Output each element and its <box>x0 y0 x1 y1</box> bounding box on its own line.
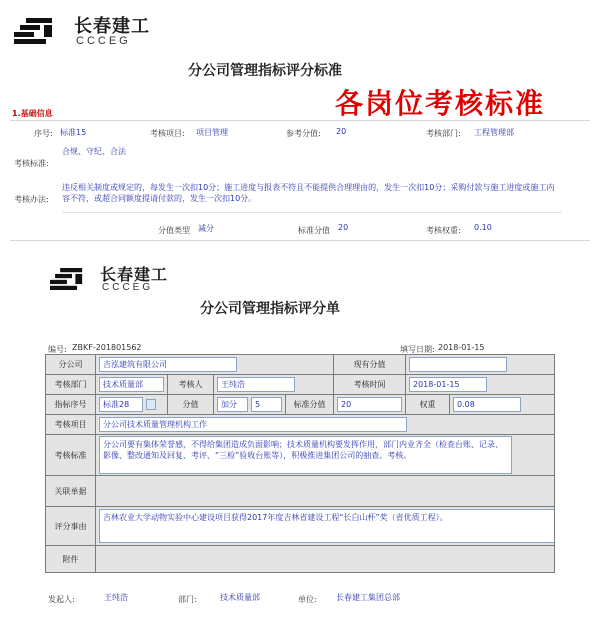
form-number-value: ZBKF-201801562 <box>72 343 142 352</box>
seq-value: 标准15 <box>60 128 87 137</box>
type-label: 分值类型 <box>158 226 190 235</box>
form-number-label: 编号: <box>48 345 67 354</box>
logo-cn-text: 长春建工 <box>100 265 169 284</box>
logo-cn-text: 长春建工 <box>74 16 150 37</box>
form-row-company <box>46 355 555 375</box>
form-row-index <box>46 395 555 415</box>
item-field[interactable]: 分公司技术质量管理机构工作 <box>99 417 407 432</box>
form-row-dept <box>46 375 555 395</box>
select-index-icon[interactable] <box>146 399 156 410</box>
attach-label: 附件 <box>46 546 96 573</box>
attach-field[interactable] <box>96 546 555 573</box>
std-score-field[interactable]: 20 <box>337 397 402 412</box>
criteria-field[interactable]: 分公司要有集体荣誉感，不得给集团造成负面影响；技术质量机构要发挥作用，部门内业齐全（检查台账、记录、影像、整改通知及回复、考评、“三检”验收台账等），积极推进集团公司的抽查、考核。 <box>99 436 512 474</box>
standard-bottom-divider <box>10 240 590 241</box>
company-field[interactable]: 吉泓建筑有限公司 <box>99 357 237 372</box>
tags-value: 合规、守纪、合法 <box>62 147 126 156</box>
index-seq-label: 指标序号 <box>46 395 96 415</box>
red-title: 各岗位考核标准 <box>335 87 546 120</box>
weight-label: 权重 <box>406 395 450 415</box>
form-row-basis <box>46 476 555 507</box>
form-title: 分公司管理指标评分单 <box>200 301 340 317</box>
basis-label: 关联单据 <box>46 476 96 507</box>
dept-label: 考核部门: <box>426 129 461 138</box>
std-score-label: 标准分值 <box>286 395 334 415</box>
item-value: 项目管理 <box>196 128 228 137</box>
unit-value: 长春建工集团总部 <box>336 593 400 602</box>
reason-label: 评分事由 <box>46 507 96 546</box>
initiator-value: 王纯浩 <box>104 593 128 602</box>
score-type-field[interactable]: 加分 <box>217 397 248 412</box>
ref-score-label: 参考分值: <box>286 129 321 138</box>
seq-label: 序号: <box>34 129 53 138</box>
basis-field[interactable] <box>96 476 555 507</box>
dept-value: 工程管理部 <box>474 128 514 137</box>
score-field[interactable]: 5 <box>251 397 282 412</box>
time-label: 考核时间 <box>334 375 406 395</box>
time-field[interactable]: 2018-01-15 <box>409 377 487 392</box>
form-row-attach <box>46 546 555 573</box>
current-score-label: 现有分值 <box>334 355 406 375</box>
fill-date-value: 2018-01-15 <box>438 343 485 352</box>
company-label: 分公司 <box>46 355 96 375</box>
form-row-item <box>46 415 555 435</box>
ref-score-value: 20 <box>336 127 347 136</box>
ccceg-logo-icon <box>14 16 66 46</box>
initiator-label: 发起人: <box>48 595 75 604</box>
dept-field[interactable]: 技术质量部 <box>99 377 164 392</box>
logo-en-text: CCCEG <box>102 282 154 293</box>
criteria-label: 考核标准 <box>46 435 96 476</box>
method-label: 考核办法: <box>14 195 49 204</box>
weight-value: 0.10 <box>474 223 492 232</box>
reason-field[interactable]: 吉林农业大学动物实验中心建设项目获得2017年度吉林省建设工程“长白山杯”奖（省优质工程）。 <box>99 509 555 543</box>
ccceg-logo-icon <box>50 266 94 292</box>
footer-dept-value: 技术质量部 <box>220 593 260 602</box>
item-label: 考核项目 <box>46 415 96 435</box>
form-row-criteria <box>46 435 555 476</box>
form-row-reason <box>46 507 555 546</box>
section-basic-info: 1.基础信息 <box>12 109 53 118</box>
method-value: 违反相关制度或规定的，每发生一次扣10分；施工进度与报表不符且不能提供合理理由的，发生一次扣10分；采购付款与施工进度或施工内容不符，或超合同额度提请付款的，发生一次扣10分。 <box>62 183 555 203</box>
score-label: 分值 <box>168 395 214 415</box>
dept-label: 考核部门 <box>46 375 96 395</box>
form-logo <box>50 262 200 302</box>
standard-title: 分公司管理指标评分标准 <box>188 63 342 79</box>
assessor-label: 考核人 <box>168 375 214 395</box>
weight-field[interactable]: 0.08 <box>453 397 521 412</box>
std-score-value: 20 <box>338 223 349 232</box>
section-divider <box>10 120 590 121</box>
top-logo <box>14 10 164 50</box>
score-form-table <box>45 354 555 573</box>
current-score-field[interactable] <box>409 357 507 372</box>
weight-label: 考核权重: <box>426 226 461 235</box>
item-label: 考核项目: <box>150 129 185 138</box>
std-score-label: 标准分值 <box>298 226 330 235</box>
method-divider <box>62 212 562 213</box>
type-value: 减分 <box>198 224 214 233</box>
fill-date-label: 填写日期: <box>400 345 435 354</box>
assessor-field[interactable]: 王纯浩 <box>217 377 295 392</box>
index-seq-field[interactable]: 标准28 <box>99 397 143 412</box>
unit-label: 单位: <box>298 595 317 604</box>
footer-dept-label: 部门: <box>178 595 197 604</box>
criteria-label: 考核标准: <box>14 159 49 168</box>
logo-en-text: CCCEG <box>76 35 131 47</box>
